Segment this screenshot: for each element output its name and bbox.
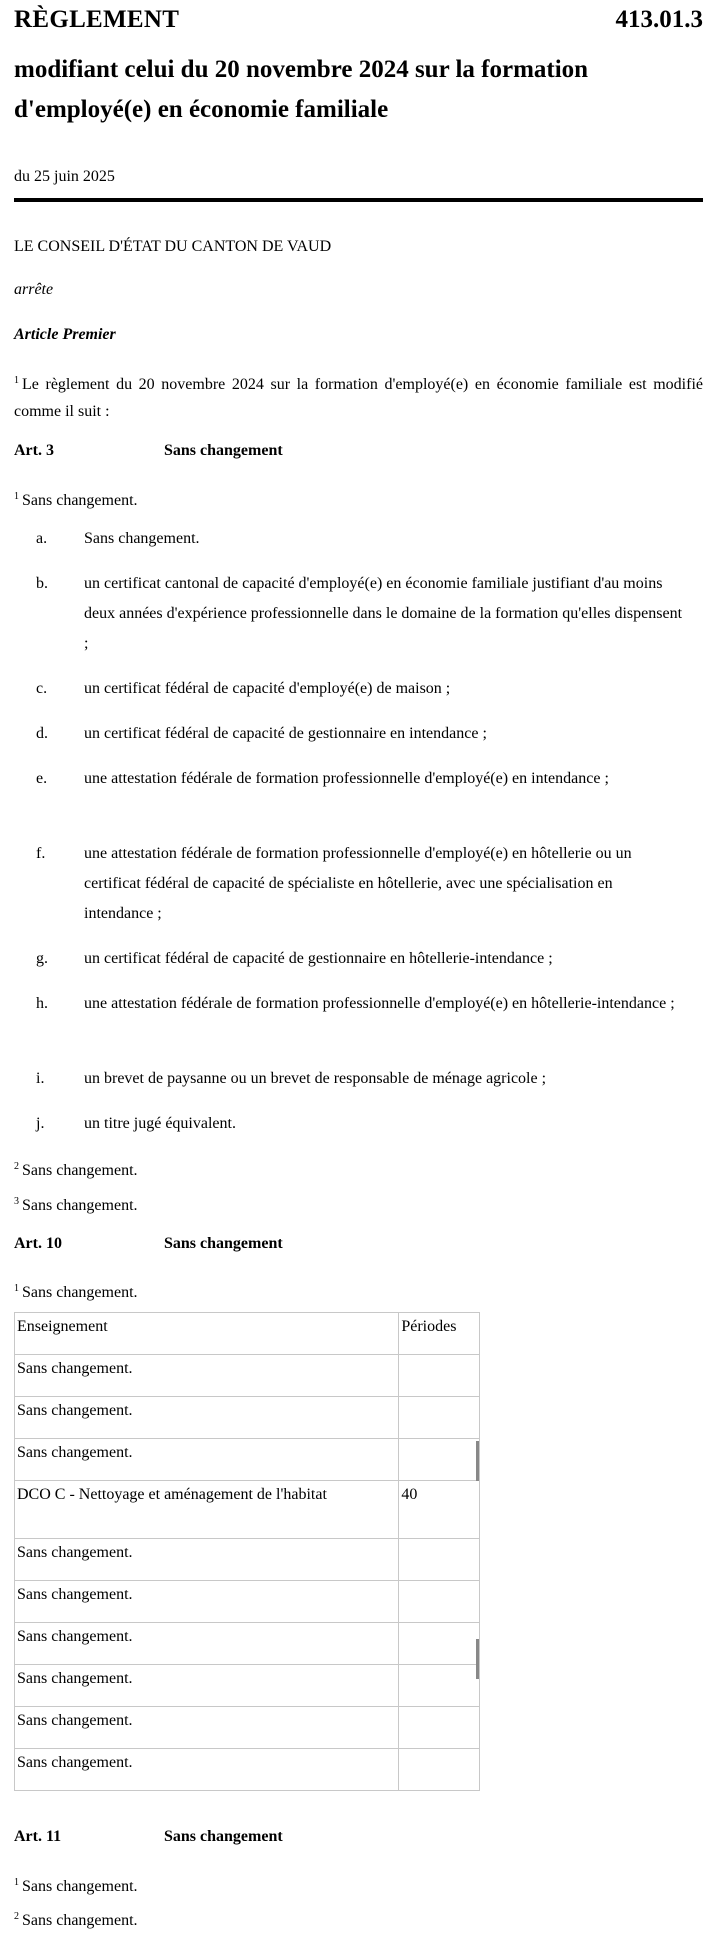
list-item-letter: a. <box>36 530 48 547</box>
table-row <box>15 1355 480 1397</box>
table-header-cell: Enseignement <box>15 1313 399 1355</box>
alinea-text: Sans changement. <box>22 1878 138 1895</box>
table-cell: Sans changement. <box>15 1581 399 1623</box>
alinea-number: 2 <box>14 1161 19 1172</box>
list-item-text: un brevet de paysanne ou un brevet de responsable de ménage agricole ; <box>84 1070 547 1087</box>
table-row <box>15 1481 480 1539</box>
authority: LE CONSEIL D'ÉTAT DU CANTON DE VAUD <box>14 238 332 255</box>
table-row <box>15 1581 480 1623</box>
alinea-text: Sans changement. <box>22 1162 138 1179</box>
table-cell: Sans changement. <box>15 1623 399 1665</box>
revision-marker <box>476 1441 479 1481</box>
doc-type: RÈGLEMENT <box>14 6 180 33</box>
table-cell: Sans changement. <box>15 1707 399 1749</box>
table-cell: Sans changement. <box>15 1355 399 1397</box>
table-header-cell: Périodes <box>399 1313 480 1355</box>
table-header-row <box>15 1313 480 1355</box>
table-cell: Sans changement. <box>15 1749 399 1791</box>
art11-al1 <box>14 1868 138 1902</box>
revision-marker <box>476 1639 479 1679</box>
alinea-number: 2 <box>14 1911 19 1922</box>
list-item-text: une attestation fédérale de formation professionnelle d'employé(e) en intendance ; <box>84 770 609 787</box>
table-cell <box>399 1397 480 1439</box>
list-item-letter: c. <box>36 680 48 697</box>
art11-label: Art. 11 <box>14 1828 62 1845</box>
list-item-text: un certificat fédéral de capacité de gestionnaire en intendance ; <box>84 725 487 742</box>
alinea-number: 1 <box>14 1877 19 1888</box>
alinea-text: Sans changement. <box>22 1197 138 1214</box>
list-item-text: un certificat fédéral de capacité d'employé(e) de maison ; <box>84 680 451 697</box>
list-item-letter: b. <box>36 575 48 592</box>
list-item-letter: j. <box>36 1115 45 1132</box>
list-item-letter: h. <box>36 995 48 1012</box>
table-cell: DCO C - Nettoyage et aménagement de l'habitat <box>15 1481 399 1539</box>
list-item-text: une attestation fédérale de formation professionnelle d'employé(e) en hôtellerie-intendance ; <box>84 995 675 1012</box>
table-cell: Sans changement. <box>15 1665 399 1707</box>
list-item-letter: f. <box>36 845 46 862</box>
title-line-1: modifiant celui du 20 novembre 2024 sur la formation <box>14 56 589 83</box>
alinea-text: Sans changement. <box>22 1284 138 1301</box>
table-row <box>15 1623 480 1665</box>
list-item-text: un certificat cantonal de capacité d'employé(e) en économie familiale justifiant d'au moins deux années d'expérience professionnelle dans le domaine de la formation qu'elles dispensent ; <box>84 575 683 652</box>
alinea-number: 1 <box>14 375 19 386</box>
art10-title: Sans changement <box>164 1235 283 1252</box>
art3-al3 <box>14 1187 138 1221</box>
art3-al2 <box>14 1152 138 1186</box>
list-item-text: Sans changement. <box>84 530 200 547</box>
intro-text: Le règlement du 20 novembre 2024 sur la formation d'employé(e) en économie familiale est modifié comme il suit : <box>14 376 703 420</box>
table-row <box>15 1749 480 1791</box>
list-item-text: une attestation fédérale de formation professionnelle d'employé(e) en hôtellerie ou un certificat fédéral de capacité de spécialiste en hôtellerie, avec une spécialisation en intendance ; <box>84 845 632 922</box>
art3-label: Art. 3 <box>14 442 54 459</box>
table-cell <box>399 1439 480 1481</box>
table-cell <box>399 1623 480 1665</box>
art11-al2 <box>14 1902 138 1936</box>
table-cell: Sans changement. <box>15 1439 399 1481</box>
verb: arrête <box>14 281 54 298</box>
art3-al1 <box>14 482 138 516</box>
alinea-number: 1 <box>14 1283 19 1294</box>
alinea-text: Sans changement. <box>22 1912 138 1929</box>
table-cell <box>399 1707 480 1749</box>
table-cell: 40 <box>399 1481 480 1539</box>
table-row <box>15 1707 480 1749</box>
table-cell <box>399 1355 480 1397</box>
alinea-number: 1 <box>14 491 19 502</box>
header-row <box>14 6 703 40</box>
alinea-number: 3 <box>14 1196 19 1207</box>
art3-title: Sans changement <box>164 442 283 459</box>
intro-paragraph <box>14 367 703 425</box>
article-heading: Article Premier <box>14 326 116 343</box>
doc-number: 413.01.3 <box>615 6 703 33</box>
table-cell <box>399 1539 480 1581</box>
art10-al1 <box>14 1274 138 1308</box>
table-cell <box>399 1581 480 1623</box>
table-cell: Sans changement. <box>15 1539 399 1581</box>
table-row <box>15 1539 480 1581</box>
list-item-letter: e. <box>36 770 48 787</box>
table-cell: Sans changement. <box>15 1397 399 1439</box>
table-row <box>15 1665 480 1707</box>
list-item-letter: g. <box>36 950 48 967</box>
art10-label: Art. 10 <box>14 1235 62 1252</box>
document-date: du 25 juin 2025 <box>14 168 115 185</box>
list-item-text: un titre jugé équivalent. <box>84 1115 236 1132</box>
header-divider <box>14 198 703 202</box>
alinea-text: Sans changement. <box>22 492 138 509</box>
title-line-2: d'employé(e) en économie familiale <box>14 96 389 123</box>
table-cell <box>399 1749 480 1791</box>
table-row <box>15 1397 480 1439</box>
table-cell <box>399 1665 480 1707</box>
list-item-text: un certificat fédéral de capacité de gestionnaire en hôtellerie-intendance ; <box>84 950 553 967</box>
periods-table <box>14 1312 480 1791</box>
table-row <box>15 1439 480 1481</box>
list-item-letter: d. <box>36 725 48 742</box>
page-title <box>14 50 703 130</box>
art11-title: Sans changement <box>164 1828 283 1845</box>
list-item-letter: i. <box>36 1070 45 1087</box>
